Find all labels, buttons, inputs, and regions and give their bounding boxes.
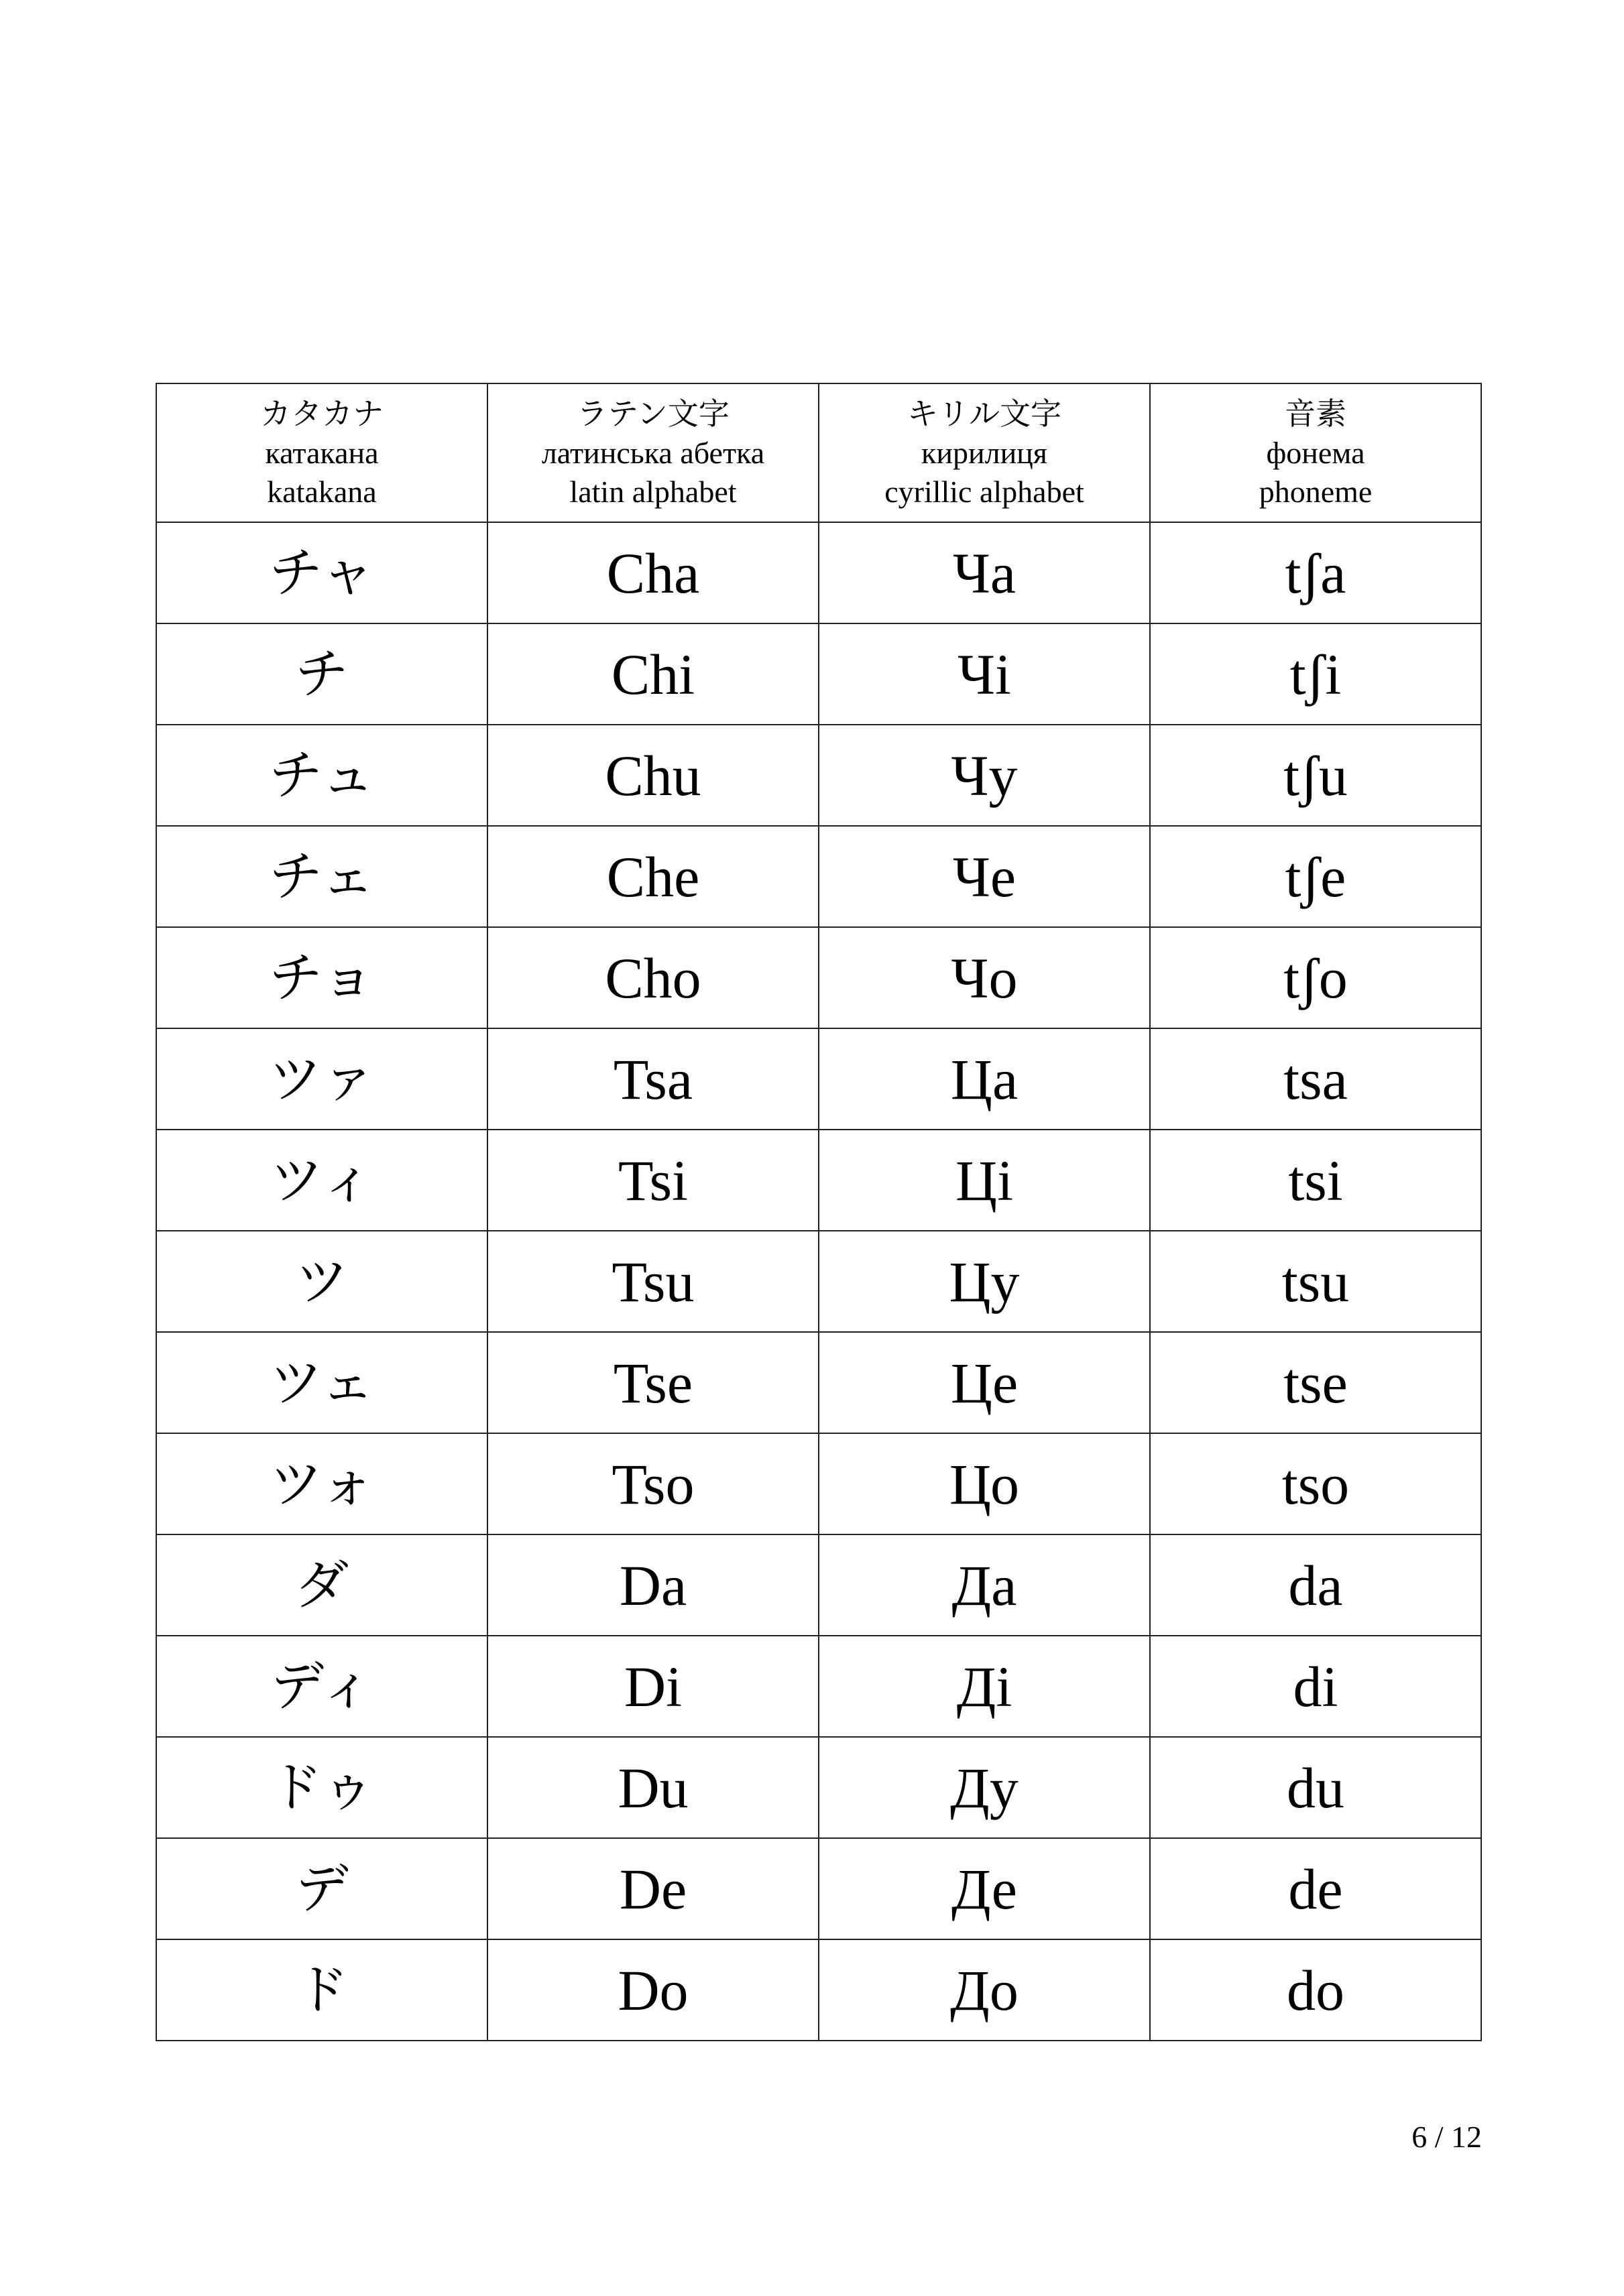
cyrillic-cell: Чу xyxy=(819,725,1150,826)
header-katakana xyxy=(156,383,487,522)
header-cyrillic xyxy=(819,383,1150,522)
cyrillic-cell: Ду xyxy=(819,1737,1150,1838)
header-cyrillic-en: cyrillic alphabet xyxy=(884,474,1084,509)
phoneme-cell: tʃu xyxy=(1150,725,1481,826)
table-row xyxy=(156,927,1481,1028)
table-row xyxy=(156,1838,1481,1939)
latin-cell: De xyxy=(487,1838,819,1939)
katakana-cell: ツァ xyxy=(156,1028,487,1130)
phoneme-cell: tʃi xyxy=(1150,623,1481,725)
header-latin-uk: латинська абетка xyxy=(541,435,765,470)
header-katakana-uk: катакана xyxy=(265,435,379,470)
header-cyrillic-jp: キリル文字 xyxy=(907,396,1061,431)
cyrillic-cell: Чо xyxy=(819,927,1150,1028)
latin-cell: Di xyxy=(487,1636,819,1737)
cyrillic-cell: Ді xyxy=(819,1636,1150,1737)
header-latin-en: latin alphabet xyxy=(569,474,737,509)
phoneme-cell: tso xyxy=(1150,1433,1481,1534)
katakana-cell: ツォ xyxy=(156,1433,487,1534)
header-katakana-en: katakana xyxy=(267,474,377,509)
latin-cell: Do xyxy=(487,1939,819,2041)
latin-cell: Tsa xyxy=(487,1028,819,1130)
table-row xyxy=(156,1028,1481,1130)
table-row xyxy=(156,1939,1481,2041)
phoneme-cell: du xyxy=(1150,1737,1481,1838)
katakana-cell: ド xyxy=(156,1939,487,2041)
latin-cell: Che xyxy=(487,826,819,927)
katakana-cell: チョ xyxy=(156,927,487,1028)
phoneme-cell: da xyxy=(1150,1534,1481,1636)
katakana-cell: ツェ xyxy=(156,1332,487,1433)
phoneme-cell: tʃe xyxy=(1150,826,1481,927)
latin-cell: Chi xyxy=(487,623,819,725)
cyrillic-cell: Цо xyxy=(819,1433,1150,1534)
table-row xyxy=(156,623,1481,725)
table-row xyxy=(156,826,1481,927)
katakana-cell: ダ xyxy=(156,1534,487,1636)
header-cyrillic-uk: кирилиця xyxy=(921,435,1047,470)
cyrillic-cell: Ці xyxy=(819,1130,1150,1231)
katakana-cell: ドゥ xyxy=(156,1737,487,1838)
table-row xyxy=(156,1332,1481,1433)
latin-cell: Tsu xyxy=(487,1231,819,1332)
table-row xyxy=(156,1130,1481,1231)
cyrillic-cell: Да xyxy=(819,1534,1150,1636)
latin-cell: Du xyxy=(487,1737,819,1838)
katakana-cell: チュ xyxy=(156,725,487,826)
header-row xyxy=(156,383,1481,522)
latin-cell: Tsi xyxy=(487,1130,819,1231)
table-row xyxy=(156,1534,1481,1636)
table-row xyxy=(156,1231,1481,1332)
header-phoneme-jp: 音素 xyxy=(1285,396,1346,431)
header-phoneme-uk: фонема xyxy=(1266,435,1365,470)
header-katakana-jp: カタカナ xyxy=(260,396,384,431)
cyrillic-cell: Чі xyxy=(819,623,1150,725)
cyrillic-cell: Де xyxy=(819,1838,1150,1939)
katakana-cell: ツ xyxy=(156,1231,487,1332)
cyrillic-cell: Цу xyxy=(819,1231,1150,1332)
katakana-cell: ディ xyxy=(156,1636,487,1737)
phoneme-cell: tsu xyxy=(1150,1231,1481,1332)
phoneme-cell: tsa xyxy=(1150,1028,1481,1130)
header-latin-jp: ラテン文字 xyxy=(577,396,730,431)
katakana-cell: ツィ xyxy=(156,1130,487,1231)
table-row xyxy=(156,1636,1481,1737)
phoneme-cell: tse xyxy=(1150,1332,1481,1433)
phoneme-cell: tʃo xyxy=(1150,927,1481,1028)
table-row xyxy=(156,725,1481,826)
phoneme-cell: di xyxy=(1150,1636,1481,1737)
phoneme-cell: tsi xyxy=(1150,1130,1481,1231)
phoneme-cell: de xyxy=(1150,1838,1481,1939)
header-phoneme-en: phoneme xyxy=(1259,474,1373,509)
page-number: 6 / 12 xyxy=(1411,2120,1482,2154)
table-row xyxy=(156,1433,1481,1534)
cyrillic-cell: Ча xyxy=(819,522,1150,623)
table-row xyxy=(156,1737,1481,1838)
phoneme-cell: tʃa xyxy=(1150,522,1481,623)
cyrillic-cell: Че xyxy=(819,826,1150,927)
latin-cell: Cho xyxy=(487,927,819,1028)
latin-cell: Tse xyxy=(487,1332,819,1433)
latin-cell: Chu xyxy=(487,725,819,826)
cyrillic-cell: Це xyxy=(819,1332,1150,1433)
cyrillic-cell: До xyxy=(819,1939,1150,2041)
header-latin xyxy=(487,383,819,522)
phoneme-cell: do xyxy=(1150,1939,1481,2041)
katakana-cell: チ xyxy=(156,623,487,725)
latin-cell: Da xyxy=(487,1534,819,1636)
katakana-cell: チェ xyxy=(156,826,487,927)
table-row xyxy=(156,522,1481,623)
latin-cell: Tso xyxy=(487,1433,819,1534)
header-phoneme xyxy=(1150,383,1481,522)
katakana-cell: チャ xyxy=(156,522,487,623)
katakana-cell: デ xyxy=(156,1838,487,1939)
latin-cell: Cha xyxy=(487,522,819,623)
cyrillic-cell: Ца xyxy=(819,1028,1150,1130)
transliteration-table xyxy=(156,383,1482,2041)
